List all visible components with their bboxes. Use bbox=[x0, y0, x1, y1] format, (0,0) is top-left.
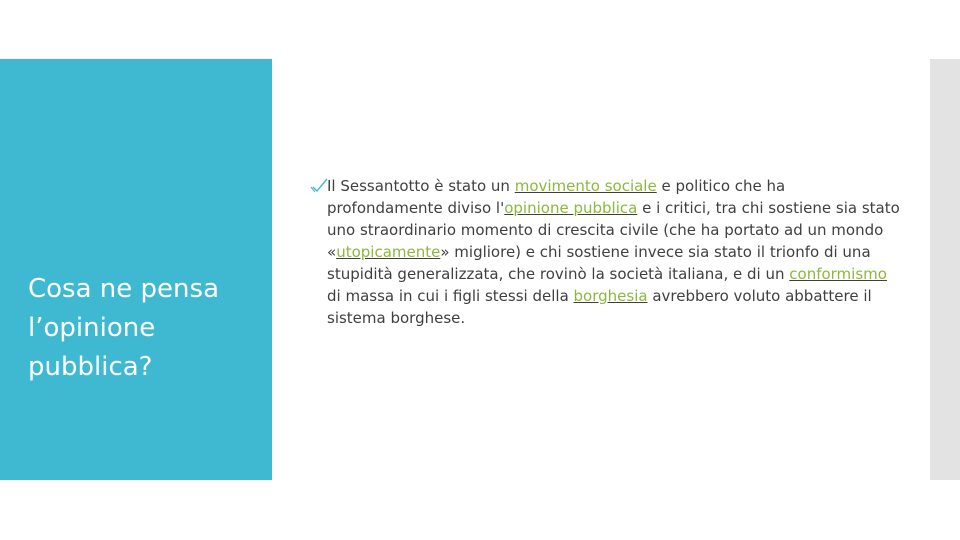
inline-link[interactable]: utopicamente bbox=[336, 243, 441, 261]
paragraph-text: » migliore) e chi sostiene invece sia stato il trionfo di una stupidità generalizzata, che rovinò la società italiana, e di un bbox=[327, 243, 871, 283]
paragraph-text: e politico che ha profondamente diviso l' bbox=[327, 177, 786, 217]
inline-link[interactable]: conformismo bbox=[789, 265, 887, 283]
paragraph-text: e i critici, tra chi sostiene sia stato uno straordinario momento di crescita civile (che ha portato ad un mondo « bbox=[327, 199, 900, 261]
paragraph-text: Il Sessantotto è stato un bbox=[327, 177, 515, 195]
inline-link[interactable]: opinione pubblica bbox=[504, 199, 638, 217]
paragraph-text: di massa in cui i figli stessi della bbox=[327, 287, 574, 305]
bullet-paragraph bbox=[309, 175, 902, 329]
title-panel bbox=[0, 59, 272, 480]
slide-title: Cosa ne pensa l’opinione pubblica? bbox=[28, 274, 220, 382]
inline-link[interactable]: movimento sociale bbox=[514, 177, 657, 195]
paragraph-text: avrebbero voluto abbattere il sistema borghese. bbox=[327, 287, 872, 327]
check-bullet-icon bbox=[309, 175, 329, 197]
side-accent-strip bbox=[930, 59, 960, 480]
inline-link[interactable]: borghesia bbox=[573, 287, 648, 305]
